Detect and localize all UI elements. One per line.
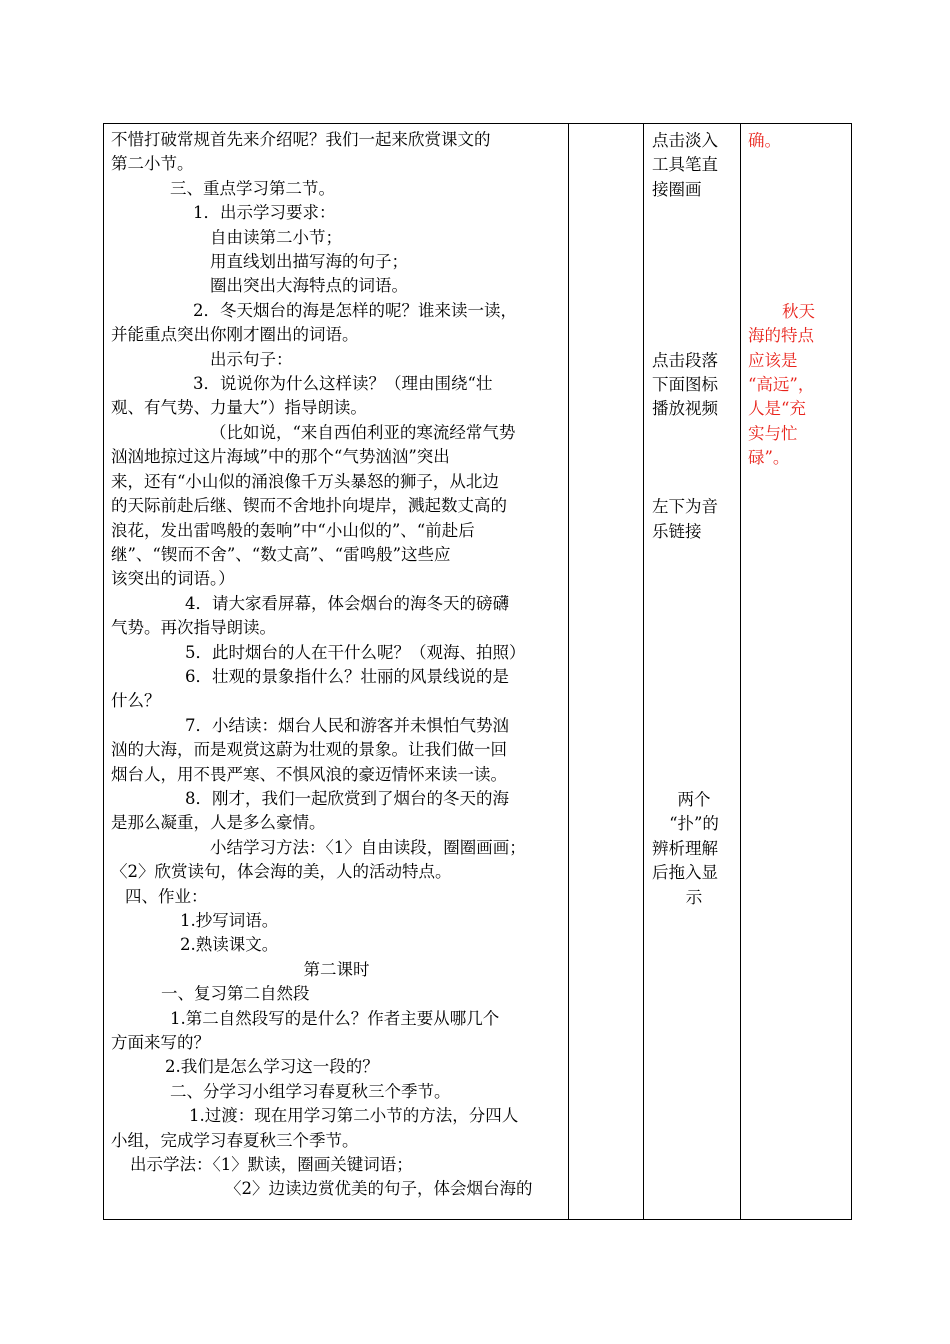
note-line [652, 739, 736, 763]
remark-line: 实与忙 [748, 423, 798, 443]
main-content-cell [104, 124, 569, 1220]
remarks-cell [741, 124, 852, 1220]
lesson-line: 2.熟读课文。 [180, 935, 279, 955]
note-line [652, 324, 736, 348]
lesson-line: 来，还有“小山似的涌浪像千万头暴怒的狮子，从北边 [111, 471, 499, 491]
remark-line [748, 153, 847, 177]
lesson-line: 用直线划出描写海的句子； [210, 252, 408, 272]
note-line [652, 471, 736, 495]
lesson-line: 5．此时烟台的人在干什么呢？（观海、拍照） [185, 642, 526, 662]
remark-line: 秋天 [782, 301, 815, 321]
lesson-line: 小组，完成学习春夏秋三个季节。 [111, 1130, 359, 1150]
lesson-line: 该突出的词语。） [111, 569, 235, 589]
note-line [652, 568, 736, 592]
note-line: “扑”的 [669, 814, 719, 834]
note-line: 辨析理解 [652, 838, 718, 858]
lesson-line: 第二小节。 [111, 154, 194, 174]
remark-line: 人是“充 [748, 399, 806, 419]
note-line [652, 227, 736, 251]
remark-line [748, 227, 847, 251]
remark-line: “高远”， [748, 375, 815, 395]
lesson-line: 方面来写的？ [111, 1033, 210, 1053]
remark-line: 碌”。 [748, 448, 790, 468]
lesson-line: 观、有气势、力量大”）指导朗读。 [111, 398, 367, 418]
note-line: 左下为音 [652, 497, 718, 517]
lesson-line: 气势。再次指导朗读。 [111, 618, 276, 638]
note-line [652, 764, 736, 788]
note-line [652, 251, 736, 275]
note-line [652, 593, 736, 617]
note-line [652, 617, 736, 641]
lesson-line: 圈出突出大海特点的词语。 [210, 276, 408, 296]
note-line: 下面图标 [652, 375, 718, 395]
courseware-notes [644, 124, 740, 910]
remark-line [748, 251, 847, 275]
lesson-line: 三、重点学习第二节。 [170, 178, 335, 198]
note-line: 两个 [677, 789, 711, 809]
note-line: 后拖入显 [652, 863, 718, 883]
lesson-line: 什么？ [111, 691, 161, 711]
lesson-line: 并能重点突出你刚才圈出的词语。 [111, 325, 359, 345]
lesson-plan-table [103, 123, 852, 1220]
note-line: 接圈画 [652, 179, 702, 199]
blank-cell [569, 124, 644, 1220]
note-line [652, 715, 736, 739]
lesson-line: 不惜打破常规首先来介绍呢？我们一起来欣赏课文的 [111, 130, 491, 149]
lesson-line: 〈2〉边读边赏优美的句子，体会烟台海的 [225, 1179, 533, 1199]
remark-line: 海的特点 [748, 326, 814, 346]
lesson-line: 7．小结读：烟台人民和游客并未惧怕气势汹 [185, 715, 509, 735]
lesson-line: 继”、“锲而不舍”、“数丈高”、“雷鸣般”这些应 [111, 544, 451, 564]
remark-line: 应该是 [748, 350, 798, 370]
note-line [652, 422, 736, 446]
note-line [652, 666, 736, 690]
lesson-body [104, 124, 568, 1202]
lesson-line: 的天际前赴后继、锲而不舍地扑向堤岸，溅起数丈高的 [111, 496, 507, 516]
remark-line: 确。 [748, 131, 781, 150]
lesson-line: 2.我们是怎么学习这一段的？ [165, 1057, 379, 1077]
remark-line [748, 202, 847, 226]
lesson-line: 汹汹地掠过这片海域”中的那个“气势汹汹”突出 [111, 447, 450, 467]
lesson-line: 出示学法：〈1〉默读，圈画关键词语； [130, 1155, 413, 1175]
lesson-line: 6．壮观的景象指什么？壮丽的风景线说的是 [185, 666, 509, 686]
lesson-line: 4．请大家看屏幕，体会烟台的海冬天的磅礴 [185, 593, 509, 613]
lesson-line: 〈2〉欣赏读句，体会海的美，人的活动特点。 [111, 862, 452, 882]
note-line: 点击段落 [652, 350, 718, 370]
lesson-line: 出示句子： [210, 349, 293, 369]
lesson-line: 3．说说你为什么这样读？（理由围绕“壮 [193, 374, 493, 394]
remark-line [748, 178, 847, 202]
lesson-line: 烟台人，用不畏严寒、不惧风浪的豪迈情怀来读一读。 [111, 764, 507, 784]
lesson-line: 第二课时 [303, 959, 370, 979]
red-remarks [741, 124, 851, 471]
note-line: 示 [685, 887, 703, 907]
note-line [652, 690, 736, 714]
table-row [104, 124, 852, 1220]
lesson-line: 小结学习方法：〈1〉自由读段，圈圈画画； [210, 837, 526, 857]
note-line [652, 544, 736, 568]
lesson-line: 1.抄写词语。 [180, 911, 279, 930]
note-line [652, 300, 736, 324]
lesson-line: 是那么凝重，人是多么豪情。 [111, 813, 326, 833]
remark-line [748, 275, 847, 299]
note-line: 播放视频 [652, 399, 718, 419]
note-line [652, 275, 736, 299]
note-line: 乐链接 [652, 521, 702, 541]
lesson-line: 浪花，发出雷鸣般的轰响”中“小山似的”、“前赴后 [111, 520, 475, 540]
note-line: 工具笔直 [652, 155, 718, 175]
lesson-line: 自由读第二小节； [210, 227, 342, 247]
note-line [652, 446, 736, 470]
note-line [652, 202, 736, 226]
lesson-line: 汹的大海，而是观赏这蔚为壮观的景象。让我们做一回 [111, 740, 507, 760]
lesson-line: 二、分学习小组学习春夏秋三个季节。 [170, 1081, 451, 1101]
lesson-line: 1．出示学习要求： [193, 203, 336, 223]
lesson-line: 一、复习第二自然段 [161, 984, 310, 1004]
note-line [652, 642, 736, 666]
lesson-line: 8．刚才，我们一起欣赏到了烟台的冬天的海 [185, 788, 509, 808]
lesson-line: （比如说，“来自西伯利亚的寒流经常气势 [210, 422, 516, 442]
lesson-line: 1.第二自然段写的是什么？作者主要从哪几个 [170, 1008, 500, 1028]
notes-cell [644, 124, 741, 1220]
lesson-line: 1.过渡：现在用学习第二小节的方法，分四人 [189, 1106, 519, 1126]
note-line: 点击淡入 [652, 131, 718, 150]
lesson-line: 2．冬天烟台的海是怎样的呢？谁来读一读， [193, 300, 517, 320]
lesson-line: 四、作业： [125, 886, 208, 906]
